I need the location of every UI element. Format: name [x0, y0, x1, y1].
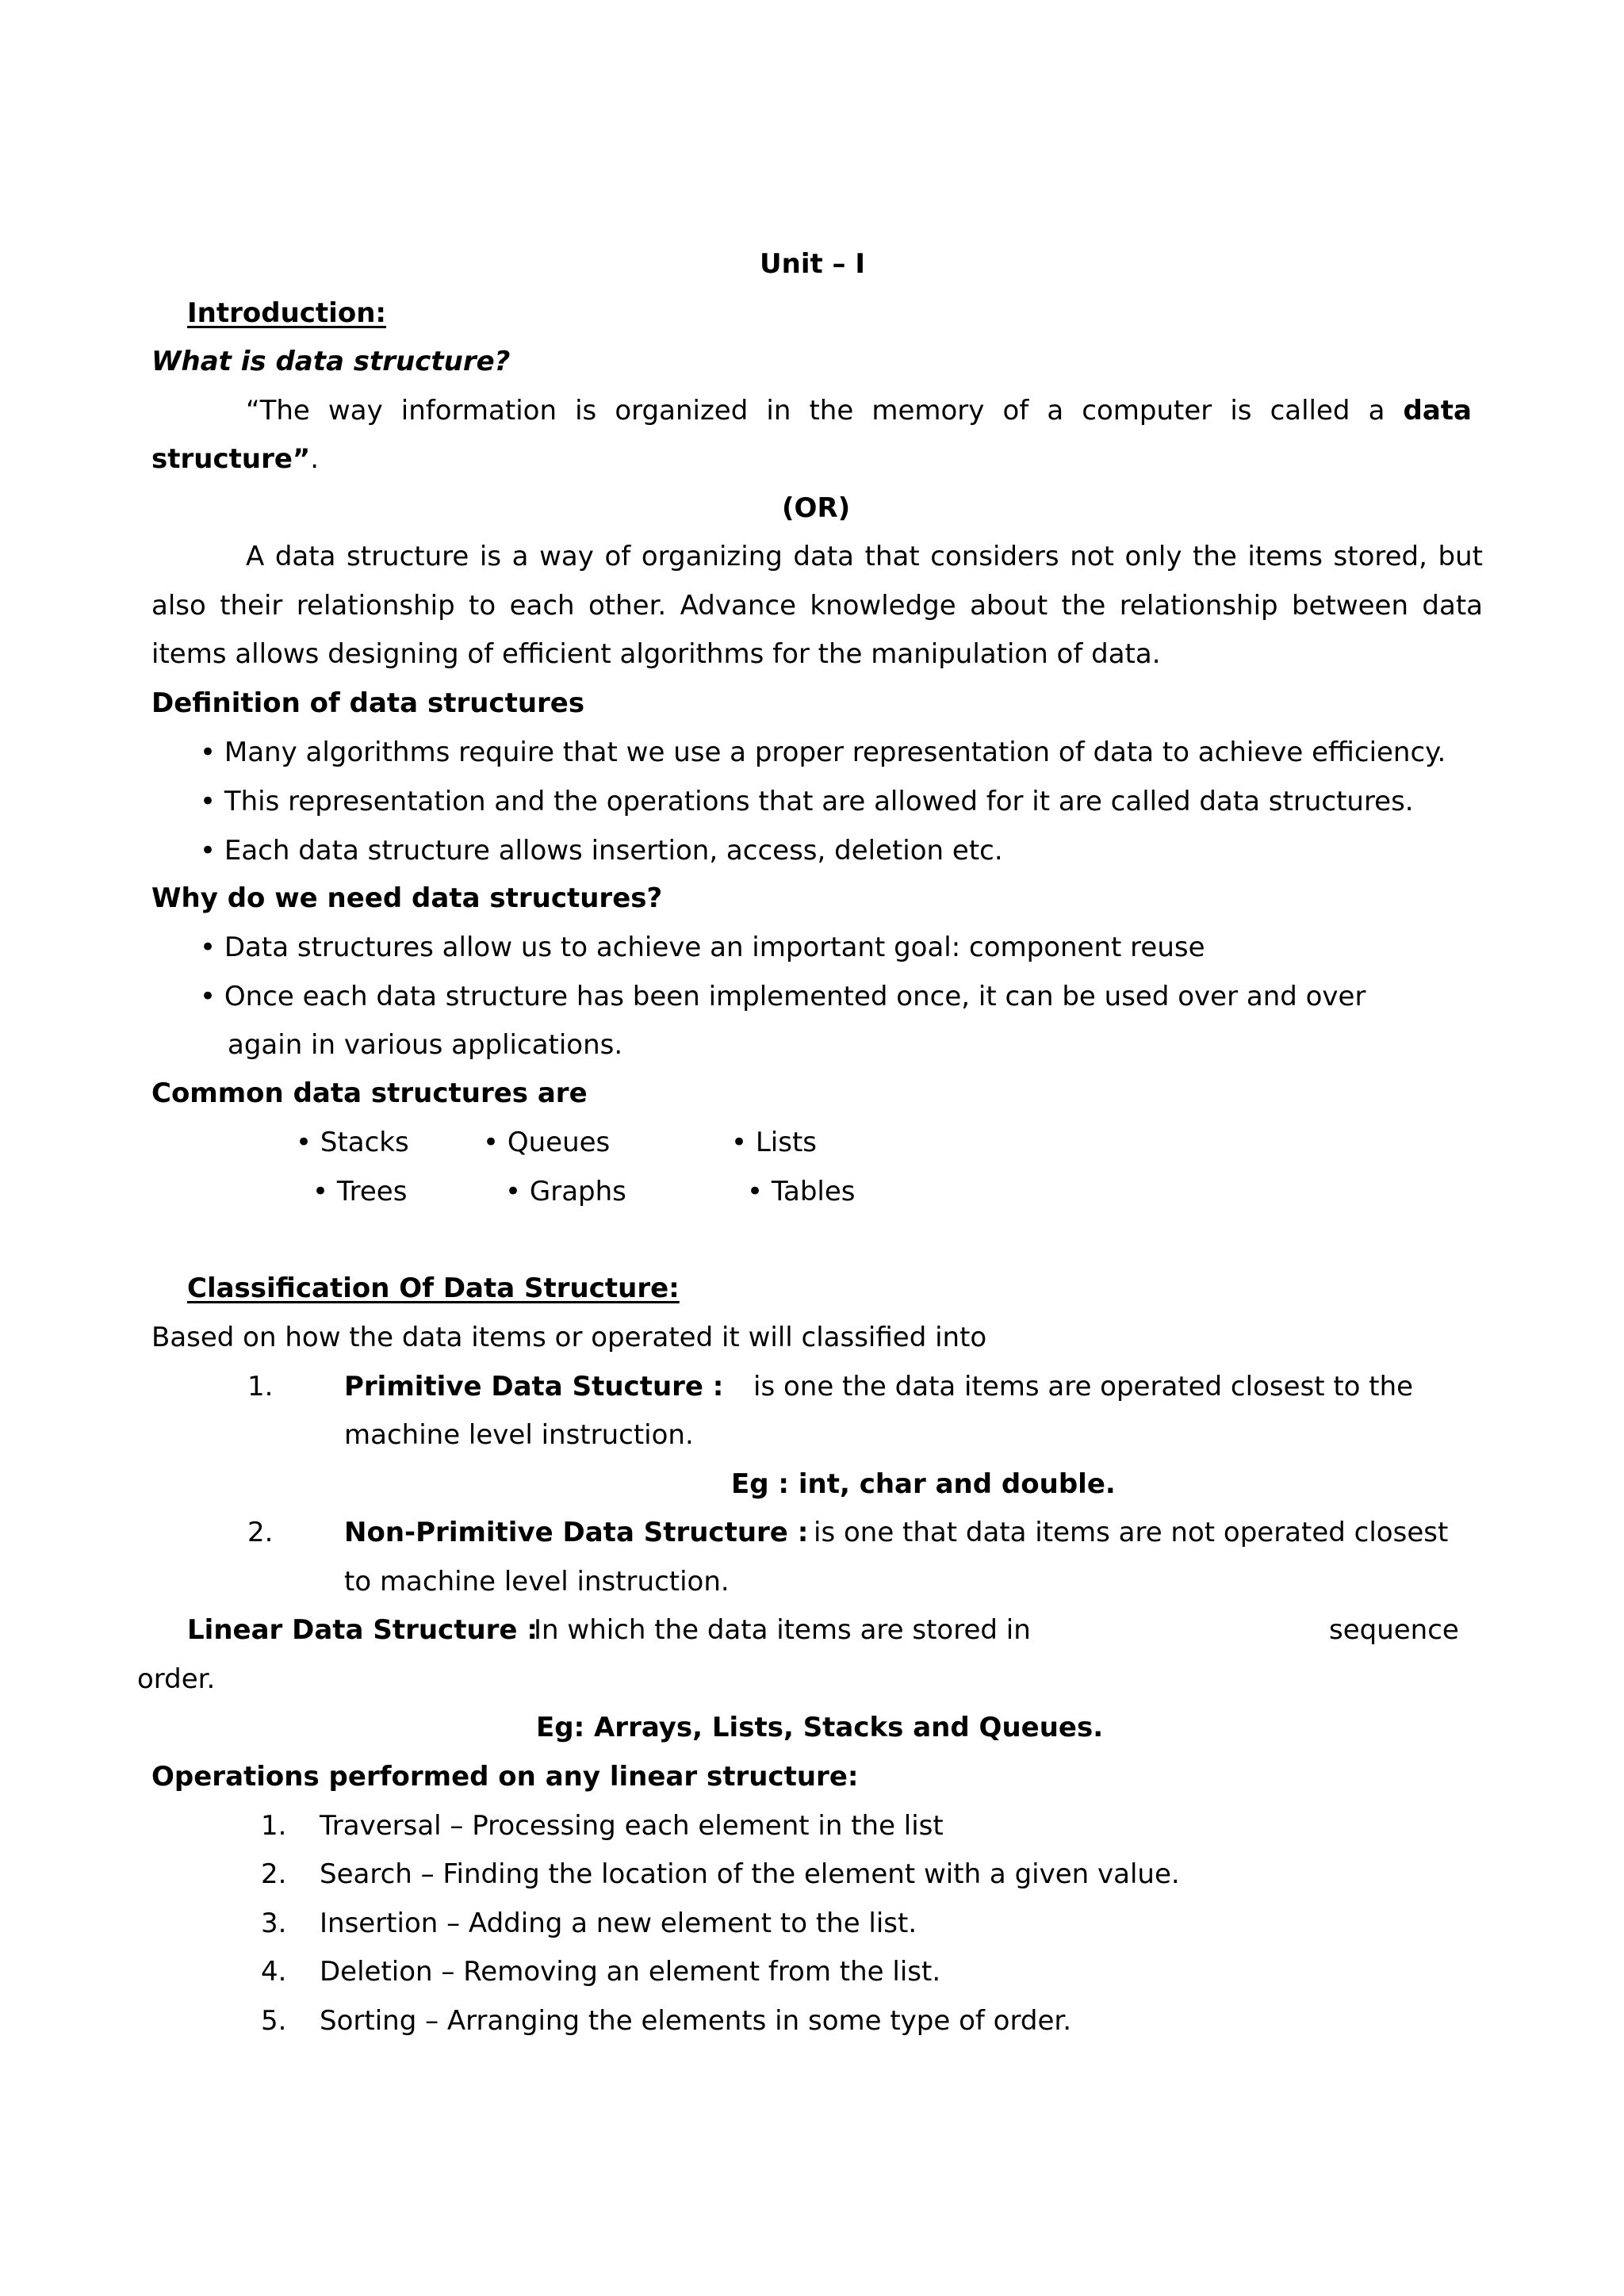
classification-heading: Classification Of Data Structure: [187, 1272, 680, 1304]
common-item-stacks: • Stacks [296, 1127, 409, 1158]
classification-eg-1: Eg : int, char and double. [731, 1468, 1116, 1500]
operation-text: Deletion – Removing an element from the list. [320, 1956, 941, 1988]
operation-text: Traversal – Processing each element in the list [320, 1810, 944, 1842]
quote-line-2 [151, 442, 319, 476]
linear-word: sequence [1329, 1614, 1459, 1646]
quote-bold-word: data [1403, 395, 1472, 427]
operation-num: 1. [261, 1810, 287, 1842]
operation-num: 3. [261, 1908, 287, 1939]
para2-line-1: A data structure is a way of organizing data that considers not only the items stored, but [246, 541, 1483, 572]
para2-line-2: also their relationship to each other. Advance knowledge about the relationship between data [151, 590, 1483, 622]
classification-title-1: Primitive Data Stucture : [344, 1371, 724, 1402]
operation-text: Insertion – Adding a new element to the list. [320, 1908, 917, 1939]
unit-title: Unit – I [760, 248, 866, 280]
operation-num: 4. [261, 1956, 287, 1988]
why-heading: Why do we need data structures? [151, 882, 663, 914]
classification-desc-1-cont: machine level instruction. [344, 1419, 694, 1451]
operation-num: 5. [261, 2005, 287, 2037]
common-item-queues: • Queues [483, 1127, 611, 1158]
quote-line-1 [246, 393, 1472, 428]
classification-desc-2-cont: to machine level instruction. [344, 1566, 730, 1598]
definition-item: • Each data structure allows insertion, access, deletion etc. [200, 835, 1003, 867]
quote-period: . [310, 443, 320, 475]
operation-text: Search – Finding the location of the element with a given value. [320, 1858, 1180, 1890]
operations-heading: Operations performed on any linear structure: [151, 1761, 859, 1793]
para2-line-3: items allows designing of efficient algorithms for the manipulation of data. [151, 638, 1161, 670]
classification-title-2: Non-Primitive Data Structure : [344, 1517, 809, 1548]
quote-bold-end: structure” [151, 443, 311, 475]
what-is-heading: What is data structure? [151, 346, 511, 377]
classification-desc-1: is one the data items are operated closest to the [753, 1371, 1414, 1402]
or-label: (OR) [782, 492, 851, 524]
common-item-tables: • Tables [747, 1176, 856, 1207]
why-item-cont: again in various applications. [228, 1029, 623, 1061]
linear-desc: In which the data items are stored in [534, 1614, 1031, 1646]
definition-heading: Definition of data structures [151, 687, 585, 719]
common-item-graphs: • Graphs [505, 1176, 626, 1207]
classification-num-2: 2. [247, 1517, 274, 1548]
operation-num: 2. [261, 1858, 287, 1890]
common-item-trees: • Trees [312, 1176, 408, 1207]
quote-text: “The way information is organized in the memory of a computer is called a [246, 395, 1404, 427]
linear-title: Linear Data Structure : [187, 1614, 538, 1646]
why-item: • Data structures allow us to achieve an important goal: component reuse [200, 932, 1205, 963]
classification-desc-2: is one that data items are not operated closest [814, 1517, 1449, 1548]
linear-cont: order. [137, 1663, 216, 1695]
common-item-lists: • Lists [731, 1127, 818, 1158]
common-heading: Common data structures are [151, 1077, 588, 1109]
definition-item: • Many algorithms require that we use a proper representation of data to achieve efficiency. [200, 737, 1446, 768]
definition-item: • This representation and the operations that are allowed for it are called data structures. [200, 786, 1414, 817]
classification-intro: Based on how the data items or operated it will classified into [151, 1322, 987, 1353]
introduction-heading: Introduction: [187, 297, 386, 329]
classification-num-1: 1. [247, 1371, 274, 1402]
operation-text: Sorting – Arranging the elements in some type of order. [320, 2005, 1072, 2037]
why-item: • Once each data structure has been implemented once, it can be used over and over [200, 981, 1366, 1012]
linear-eg: Eg: Arrays, Lists, Stacks and Queues. [536, 1712, 1104, 1743]
